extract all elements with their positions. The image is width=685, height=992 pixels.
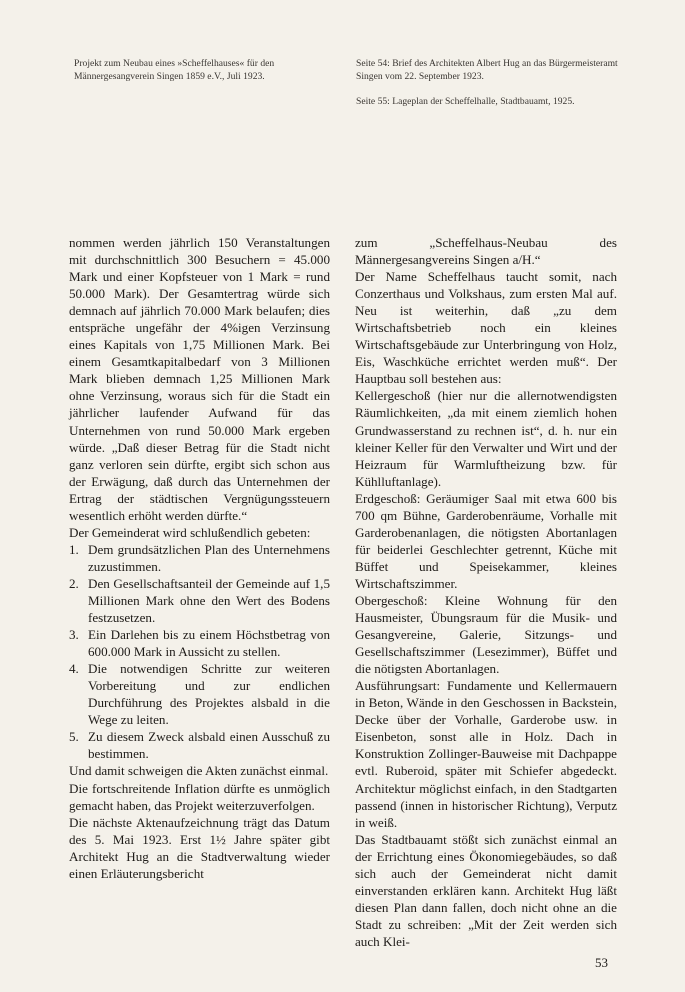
- right-paragraph: Das Stadtbauamt stößt sich zunächst einmal an der Errichtung eines Ökonomiegebäudes, so daß sich auch der Gemeinderat nicht damit einverstanden erklären kann. Architekt Hug läßt diesen Plan dann fallen, doch nicht ohne an die Stadt zu schreiben: „Mit der Zeit werden sich auch Klei-: [355, 831, 617, 949]
- list-text: Dem grundsätzlichen Plan des Unternehmens zuzustimmen.: [88, 541, 330, 574]
- list-item: [69, 541, 330, 575]
- right-paragraph: Der Name Scheffelhaus taucht somit, nach Conzerthaus und Volkshaus, zum ersten Mal auf. Neu ist weiterhin, daß „zu dem Wirtschaftsbetrieb noch ein kleines Wirtschaftsgebäude zur Unterbringung von Holz, Eis, Waschküche errichtet werden muß“. Der Hauptbau soll bestehen aus:: [355, 269, 617, 387]
- list-number: 4.: [69, 661, 79, 677]
- caption-right: [356, 58, 632, 122]
- left-paragraph: Die fortschreitende Inflation dürfte es unmöglich gemacht haben, das Projekt weiterzuverfolgen.: [69, 780, 330, 813]
- left-paragraph: Und damit schweigen die Akten zunächst einmal.: [69, 763, 329, 779]
- caption-right-page-54: Seite 54: Brief des Architekten Albert Hug an das Bürgermeisteramt Singen vom 22. September 1923.: [356, 58, 618, 82]
- list-item: [69, 728, 330, 762]
- right-paragraph: Obergeschoß: Kleine Wohnung für den Hausmeister, Übungsraum für die Musik- und Gesangvereine, Galerie, Sitzungs- und Gesellschaftszimmer (Lesezimmer), Büffet und die nötigsten Abortanlagen.: [355, 592, 617, 677]
- list-text: Ein Darlehen bis zu einem Höchstbetrag von 600.000 Mark in Aussicht zu stellen.: [88, 627, 330, 660]
- left-paragraph: nommen werden jährlich 150 Veranstaltungen mit durchschnittlich 300 Besuchern = 45.000 Mark und einer Kopfsteuer von 1 Mark = rund 50.000 Mark). Der Gesamtertrag würde sich demnach auf jährlich 70.000 Mark belaufen; dies entspräche ungefähr der 4%igen Verzinsung eines Kapitals von 1,75 Millionen Mark. Bei einem Gesamtkapitalbedarf von 3 Millionen Mark blieben demnach 1,25 Millionen Mark ohne Verzinsung, woraus sich für die Stadt ein jährlicher laufender Aufwand für das Unternehmen von rund 50.000 Mark ergeben würde. „Daß dieser Betrag für die Stadt nicht ganz verloren sein dürfte, ergibt sich schon aus der Erwägung, daß durch das Unternehmen der Ertrag der städtischen Vergnügungssteuern wesentlich erhöht werden dürfte.“: [69, 235, 330, 523]
- list-item: [69, 575, 330, 626]
- left-column: [69, 234, 330, 882]
- list-number: 1.: [69, 541, 79, 557]
- list-number: 2.: [69, 575, 79, 591]
- list-number: 5.: [69, 729, 79, 745]
- right-paragraph: Kellergeschoß (hier nur die allernotwendigsten Räumlichkeiten, „da mit einem ziemlich hohen Grundwasserstand zu rechnen ist“, d. h. nur ein kleiner Keller für den Verwalter und Wirt und der Heizraum für Warmluftheizung bzw. für Kühlluftanlage).: [355, 388, 617, 489]
- request-list: [69, 541, 330, 763]
- right-paragraph: zum „Scheffelhaus-Neubau des Männergesangvereins Singen a/H.“: [355, 235, 617, 268]
- list-text: Die notwendigen Schritte zur weiteren Vorbereitung und zur endlichen Durchführung des Projektes alsbald in die Wege zu leiten.: [88, 661, 330, 728]
- caption-right-page-55: Seite 55: Lageplan der Scheffelhalle, Stadtbauamt, 1925.: [356, 96, 575, 108]
- right-column: [355, 234, 617, 950]
- caption-left-text: Projekt zum Neubau eines »Scheffelhauses« für den Männergesangverein Singen 1859 e.V., Juli 1923.: [74, 58, 275, 82]
- right-paragraph: Ausführungsart: Fundamente und Kellermauern in Beton, Wände in den Geschossen in Backstein, Decke über der Vorhalle, Garderobe usw. in Eisenbeton, sonst alle in Holz. Dach in Konstruktion Zollinger-Bauweise mit Dachpappe evtl. Ruberoid, später mit Schiefer abgedeckt. Architektur möglichst einfach, in den Stadtgarten passend (innen in historischer Richtung), Verputz in weiß.: [355, 678, 617, 830]
- list-text: Zu diesem Zweck alsbald einen Ausschuß zu bestimmen.: [88, 729, 330, 762]
- left-paragraph: Der Gemeinderat wird schlußendlich gebeten:: [69, 524, 311, 540]
- list-item: [69, 660, 330, 728]
- list-number: 3.: [69, 627, 79, 643]
- right-paragraph: Erdgeschoß: Geräumiger Saal mit etwa 600 bis 700 qm Bühne, Garderobenräume, Vorhalle mit Garderobenanlagen, die nötigsten Abortanlagen für beiderlei Geschlechter getrennt, Küche mit Büffet und Speisekammer, kleines Wirtschaftszimmer.: [355, 490, 617, 591]
- caption-left: [74, 58, 336, 83]
- list-text: Den Gesellschaftsanteil der Gemeinde auf 1,5 Millionen Mark ohne den Wert des Bodens festzusetzen.: [88, 575, 330, 626]
- left-paragraph: Die nächste Aktenaufzeichnung trägt das Datum des 5. Mai 1923. Erst 1½ Jahre später gibt Architekt Hug an die Stadtverwaltung wieder einen Erläuterungsbericht: [69, 814, 330, 881]
- list-item: [69, 626, 330, 660]
- page-number: 53: [595, 955, 608, 970]
